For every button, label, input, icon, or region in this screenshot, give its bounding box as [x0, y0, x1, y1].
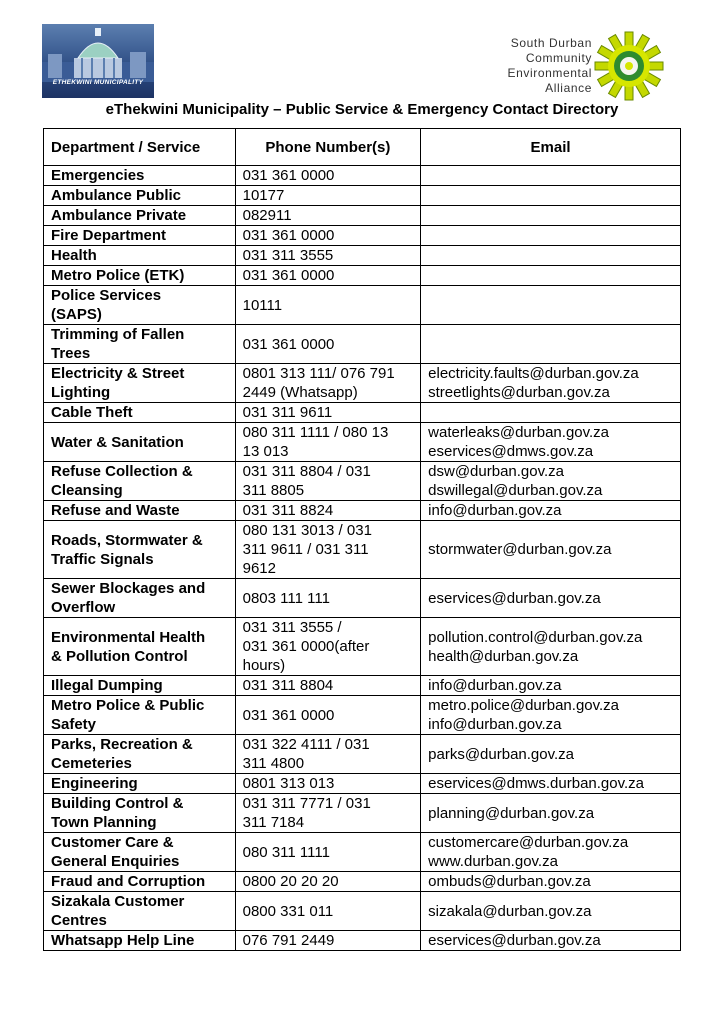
- email-address[interactable]: parks@durban.gov.za: [428, 745, 575, 763]
- phone-number: 031 311 3555 /: [242, 619, 342, 636]
- phone-cell: [235, 286, 421, 325]
- department-name: Centres: [51, 912, 107, 929]
- phone-number: 080 131 3013 / 031: [242, 522, 372, 539]
- phone-number: 031 361 0000: [242, 227, 335, 244]
- email-address[interactable]: eservices@durban.gov.za: [428, 932, 601, 949]
- email-address[interactable]: stormwater@durban.gov.za: [428, 541, 612, 558]
- phone-number: 0801 313 013: [242, 775, 335, 792]
- header-department: Department / Service: [44, 129, 236, 166]
- phone-number: 080 311 1111 / 080 13: [242, 424, 389, 441]
- email-cell: [421, 618, 681, 676]
- logo-wordmark: ETHEKWINI MUNICIPALITY: [52, 79, 144, 86]
- department-name: Water & Sanitation: [51, 433, 184, 451]
- email-address[interactable]: planning@durban.gov.za: [428, 804, 595, 822]
- phone-number: 031 361 0000(after: [242, 638, 370, 655]
- phone-cell: [235, 735, 421, 774]
- phone-cell: [235, 931, 421, 951]
- table-row: [44, 325, 681, 364]
- phone-cell: [235, 892, 421, 931]
- email-cell: [421, 833, 681, 872]
- table-row: [44, 266, 681, 286]
- phone-cell: [235, 579, 421, 618]
- department-cell: [44, 403, 236, 423]
- phone-number: 031 311 8824: [242, 502, 334, 519]
- header-phone: Phone Number(s): [235, 129, 421, 166]
- email-address[interactable]: eservices@durban.gov.za: [428, 589, 601, 607]
- department-name: Fraud and Corruption: [51, 873, 206, 890]
- table-row: [44, 521, 681, 579]
- phone-cell: [235, 696, 421, 735]
- phone-number: 076 791 2449: [242, 932, 335, 949]
- department-name: Whatsapp Help Line: [51, 932, 195, 949]
- phone-number: 031 361 0000: [242, 335, 335, 353]
- phone-cell: [235, 266, 421, 286]
- email-cell: [421, 286, 681, 325]
- department-cell: [44, 266, 236, 286]
- email-cell: [421, 266, 681, 286]
- phone-number: 0800 20 20 20: [242, 873, 339, 890]
- department-cell: [44, 833, 236, 872]
- department-name: Health: [51, 247, 97, 264]
- phone-number: 10177: [242, 187, 285, 204]
- department-name: Safety: [51, 716, 97, 733]
- phone-number: 031 361 0000: [242, 706, 335, 724]
- department-name: Environmental Health: [51, 628, 206, 646]
- phone-number: 082911: [242, 207, 292, 224]
- phone-cell: [235, 186, 421, 206]
- phone-number: 9612: [242, 560, 276, 577]
- department-name: Refuse and Waste: [51, 502, 180, 519]
- table-row: [44, 579, 681, 618]
- department-cell: [44, 462, 236, 501]
- table-row: [44, 735, 681, 774]
- department-cell: [44, 872, 236, 892]
- phone-number: 031 361 0000: [242, 267, 335, 284]
- table-row: [44, 226, 681, 246]
- table-row: [44, 403, 681, 423]
- logo-line: South Durban: [510, 36, 592, 50]
- phone-cell: [235, 246, 421, 266]
- table-row: [44, 462, 681, 501]
- phone-number: 311 9611 / 031 311: [242, 541, 369, 558]
- table-row: [44, 931, 681, 951]
- table-row: [44, 696, 681, 735]
- phone-number: 0801 313 111/ 076 791: [242, 365, 395, 382]
- phone-number: 311 8805: [242, 482, 305, 499]
- email-cell: [421, 521, 681, 579]
- department-cell: [44, 618, 236, 676]
- email-address[interactable]: ombuds@durban.gov.za: [428, 873, 591, 890]
- email-address[interactable]: pollution.control@durban.gov.za: [428, 628, 643, 646]
- email-cell: [421, 676, 681, 696]
- ethekwini-logo: [42, 24, 154, 98]
- city-hall-dome-icon: [42, 24, 154, 98]
- document-title: eThekwini Municipality – Public Service & Emergency Contact Directory: [105, 101, 619, 118]
- contact-directory-table: [43, 128, 681, 951]
- department-name: Cable Theft: [51, 404, 133, 421]
- phone-number: 031 311 8804 / 031: [242, 463, 371, 480]
- table-row: [44, 774, 681, 794]
- email-cell: [421, 735, 681, 774]
- table-row: [44, 423, 681, 462]
- phone-number: 080 311 1111: [242, 843, 330, 861]
- table-row: [44, 676, 681, 696]
- email-address[interactable]: sizakala@durban.gov.za: [428, 902, 592, 920]
- department-name: Town Planning: [51, 814, 157, 831]
- phone-number: 311 7184: [242, 814, 305, 831]
- email-address[interactable]: eservices@dmws.durban.gov.za: [428, 775, 645, 792]
- department-cell: [44, 364, 236, 403]
- email-cell: [421, 423, 681, 462]
- phone-cell: [235, 501, 421, 521]
- email-address[interactable]: info@durban.gov.za: [428, 677, 562, 694]
- department-name: Ambulance Private: [51, 207, 187, 224]
- table-row: [44, 833, 681, 872]
- email-cell: [421, 403, 681, 423]
- email-cell: [421, 892, 681, 931]
- table-row: [44, 501, 681, 521]
- department-name: Cleansing: [51, 482, 123, 499]
- department-name: Sewer Blockages and: [51, 580, 206, 597]
- phone-cell: [235, 423, 421, 462]
- email-address[interactable]: metro.police@durban.gov.za: [428, 697, 620, 714]
- email-address[interactable]: waterleaks@durban.gov.za: [428, 424, 610, 441]
- phone-number: 031 311 9611: [242, 404, 333, 421]
- email-address[interactable]: customercare@durban.gov.za: [428, 834, 629, 851]
- department-name: Cemeteries: [51, 755, 132, 772]
- email-address[interactable]: www.durban.gov.za: [428, 853, 558, 870]
- department-name: Engineering: [51, 775, 138, 792]
- department-name: Trees: [51, 345, 91, 362]
- email-address[interactable]: dswillegal@durban.gov.za: [428, 482, 603, 499]
- email-address[interactable]: electricity.faults@durban.gov.za: [428, 365, 639, 382]
- department-cell: [44, 423, 236, 462]
- email-cell: [421, 872, 681, 892]
- department-cell: [44, 579, 236, 618]
- department-cell: [44, 325, 236, 364]
- phone-cell: [235, 325, 421, 364]
- logo-line: Alliance: [545, 81, 592, 95]
- phone-number: hours): [242, 657, 286, 674]
- department-name: Refuse Collection &: [51, 463, 193, 480]
- email-cell: [421, 166, 681, 186]
- department-name: Electricity & Street: [51, 365, 185, 382]
- phone-number: 13 013: [242, 443, 289, 460]
- department-name: Traffic Signals: [51, 550, 154, 568]
- email-cell: [421, 696, 681, 735]
- email-cell: [421, 579, 681, 618]
- phone-cell: [235, 166, 421, 186]
- department-name: General Enquiries: [51, 853, 180, 870]
- email-cell: [421, 226, 681, 246]
- phone-cell: [235, 676, 421, 696]
- department-cell: [44, 794, 236, 833]
- logo-line: Community: [525, 51, 592, 65]
- logo-line: Environmental: [507, 66, 592, 80]
- email-address[interactable]: eservices@dmws.gov.za: [428, 443, 594, 460]
- department-cell: [44, 931, 236, 951]
- email-address[interactable]: health@durban.gov.za: [428, 647, 579, 665]
- email-address[interactable]: info@durban.gov.za: [428, 716, 562, 733]
- phone-number: 031 361 0000: [242, 167, 335, 184]
- email-address[interactable]: dsw@durban.gov.za: [428, 463, 564, 480]
- department-cell: [44, 774, 236, 794]
- department-cell: [44, 286, 236, 325]
- phone-number: 0800 331 011: [242, 902, 334, 920]
- email-cell: [421, 186, 681, 206]
- phone-cell: [235, 774, 421, 794]
- department-name: Police Services: [51, 287, 162, 304]
- email-cell: [421, 206, 681, 226]
- table-row: [44, 186, 681, 206]
- email-address[interactable]: info@durban.gov.za: [428, 502, 562, 519]
- phone-cell: [235, 364, 421, 403]
- phone-cell: [235, 794, 421, 833]
- department-cell: [44, 696, 236, 735]
- sdcea-logo: [486, 30, 676, 102]
- phone-number: 031 311 3555: [242, 247, 334, 264]
- header-email: Email: [421, 129, 681, 166]
- department-name: Lighting: [51, 384, 111, 401]
- phone-number: 0803 111 111: [242, 589, 330, 607]
- table-row: [44, 206, 681, 226]
- email-cell: [421, 462, 681, 501]
- email-address[interactable]: streetlights@durban.gov.za: [428, 384, 610, 401]
- email-cell: [421, 774, 681, 794]
- table-row: [44, 286, 681, 325]
- phone-cell: [235, 206, 421, 226]
- department-cell: [44, 206, 236, 226]
- department-name: Roads, Stormwater &: [51, 531, 203, 549]
- department-name: Parks, Recreation &: [51, 736, 193, 753]
- department-cell: [44, 226, 236, 246]
- table-row: [44, 794, 681, 833]
- table-row: [44, 618, 681, 676]
- department-name: Building Control &: [51, 795, 184, 812]
- department-name: Customer Care &: [51, 834, 174, 851]
- phone-cell: [235, 462, 421, 501]
- table-row: [44, 364, 681, 403]
- department-cell: [44, 246, 236, 266]
- department-cell: [44, 166, 236, 186]
- table-header-row: [44, 129, 681, 166]
- department-cell: [44, 892, 236, 931]
- department-name: Emergencies: [51, 167, 145, 184]
- department-cell: [44, 186, 236, 206]
- phone-number: 311 4800: [242, 755, 305, 772]
- email-cell: [421, 501, 681, 521]
- department-name: Overflow: [51, 599, 116, 616]
- department-name: Ambulance Public: [51, 187, 182, 204]
- phone-cell: [235, 618, 421, 676]
- email-cell: [421, 364, 681, 403]
- department-name: Illegal Dumping: [51, 677, 163, 694]
- table-row: [44, 246, 681, 266]
- email-cell: [421, 794, 681, 833]
- phone-cell: [235, 403, 421, 423]
- table-row: [44, 872, 681, 892]
- sun-flower-icon: [592, 30, 666, 102]
- phone-number: 031 322 4111 / 031: [242, 736, 370, 753]
- department-cell: [44, 676, 236, 696]
- department-name: Fire Department: [51, 227, 167, 244]
- phone-number: 031 311 8804: [242, 677, 334, 694]
- email-cell: [421, 325, 681, 364]
- department-cell: [44, 501, 236, 521]
- phone-cell: [235, 833, 421, 872]
- department-name: Metro Police (ETK): [51, 267, 185, 284]
- email-cell: [421, 931, 681, 951]
- department-name: Sizakala Customer: [51, 893, 185, 910]
- sdcea-wordmark: [492, 36, 592, 96]
- department-name: (SAPS): [51, 306, 102, 323]
- department-cell: [44, 521, 236, 579]
- phone-cell: [235, 872, 421, 892]
- table-row: [44, 166, 681, 186]
- phone-number: 2449 (Whatsapp): [242, 384, 358, 401]
- phone-cell: [235, 226, 421, 246]
- email-cell: [421, 246, 681, 266]
- phone-cell: [235, 521, 421, 579]
- department-cell: [44, 735, 236, 774]
- department-name: & Pollution Control: [51, 647, 188, 665]
- department-name: Metro Police & Public: [51, 697, 205, 714]
- phone-number: 031 311 7771 / 031: [242, 795, 371, 812]
- department-name: Trimming of Fallen: [51, 326, 185, 343]
- phone-number: 10111: [242, 296, 283, 314]
- table-row: [44, 892, 681, 931]
